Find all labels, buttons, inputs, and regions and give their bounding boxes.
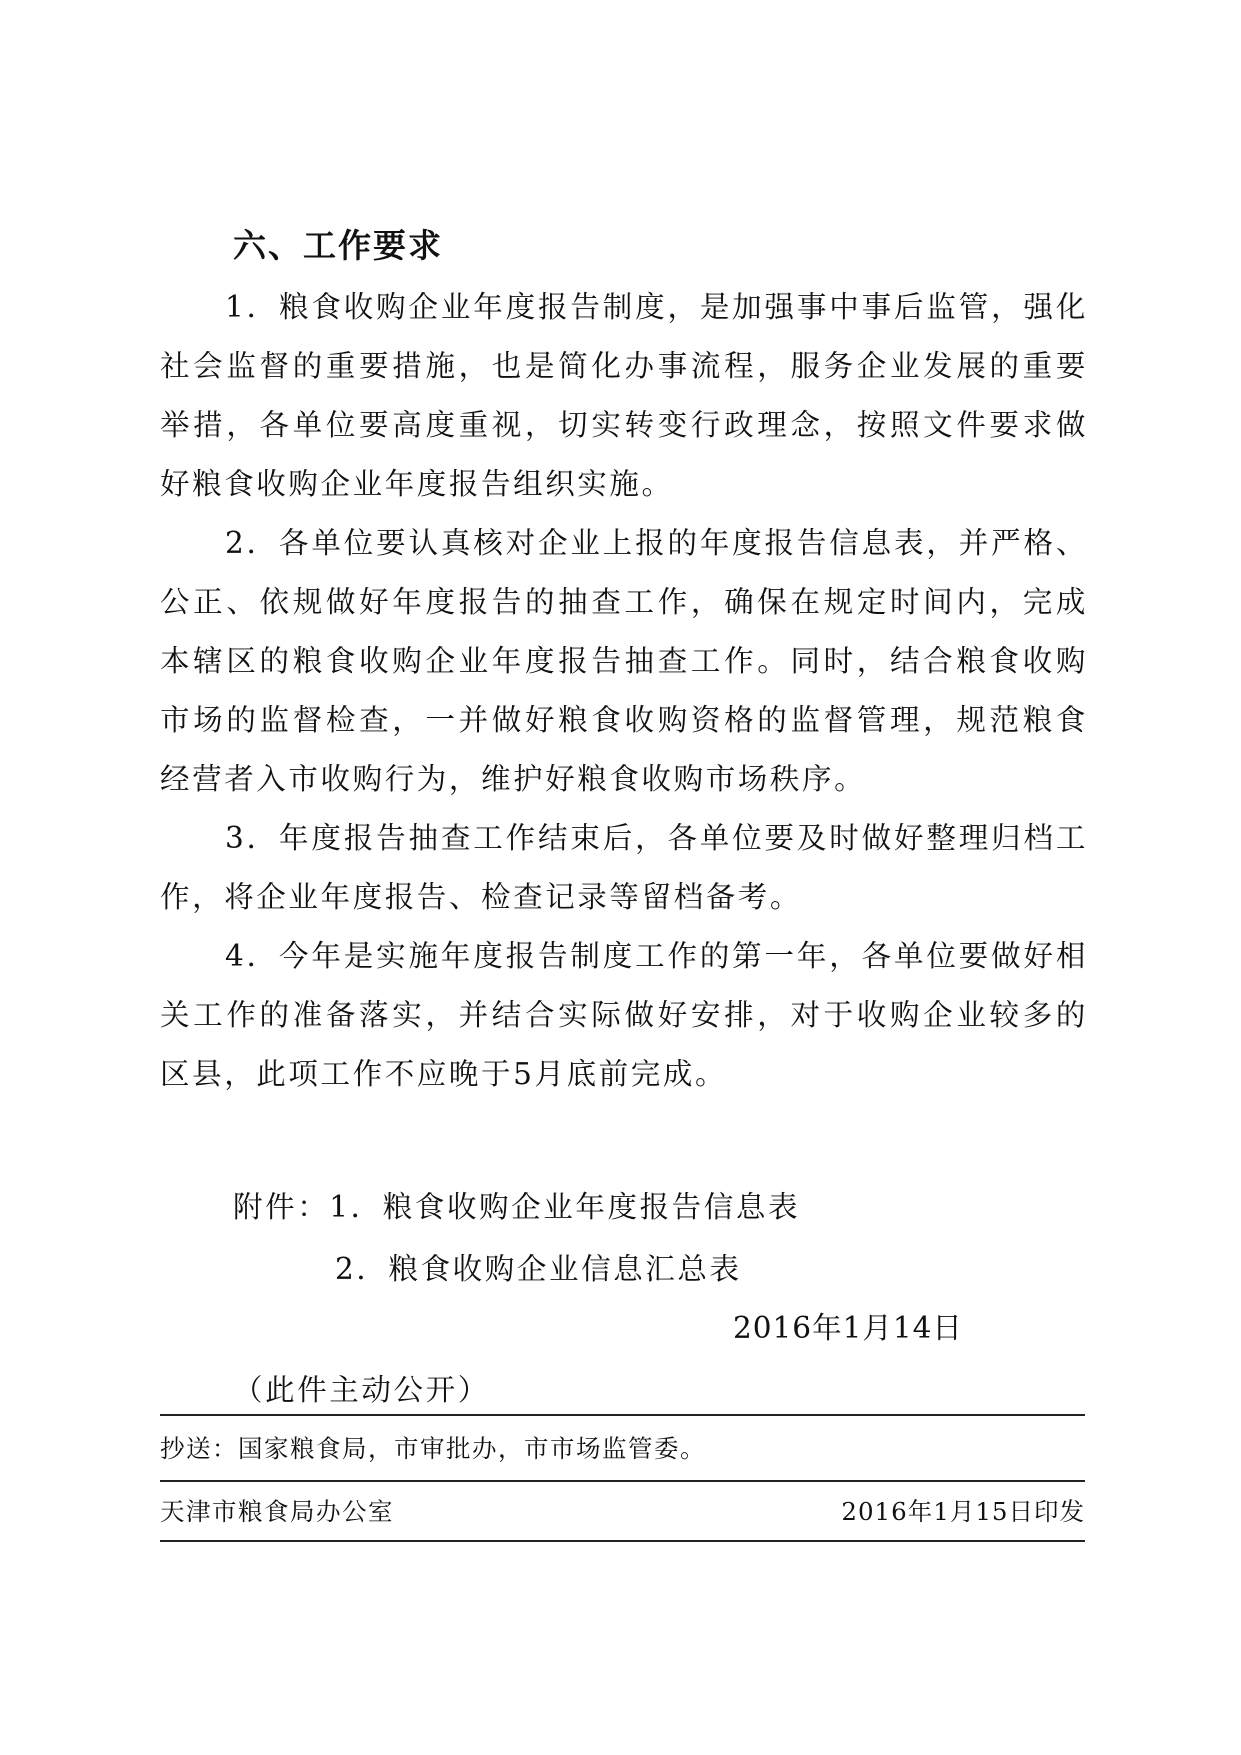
print-date: 2016年1月15日印发: [841, 1497, 1085, 1526]
requirements-body: [160, 278, 1088, 1104]
document-date: 2016年1月14日: [733, 1311, 963, 1345]
divider-bottom: [160, 1540, 1085, 1542]
paragraph-1: 1．粮食收购企业年度报告制度，是加强事中事后监管，强化社会监督的重要措施，也是简化办事流程，服务企业发展的重要举措，各单位要高度重视，切实转变行政理念，按照文件要求做好粮食收购企业年度报告组织实施。: [160, 290, 1088, 501]
attachment-line-2: 2．粮食收购企业信息汇总表: [335, 1252, 742, 1286]
attachment-line-1: 附件：1．粮食收购企业年度报告信息表: [233, 1190, 801, 1224]
paragraph-3: 3．年度报告抽查工作结束后，各单位要及时做好整理归档工作，将企业年度报告、检查记录等留档备考。: [160, 821, 1088, 914]
section-heading: 六、工作要求: [233, 226, 443, 265]
public-note: （此件主动公开）: [233, 1373, 490, 1407]
paragraph-2: 2．各单位要认真核对企业上报的年度报告信息表，并严格、公正、依规做好年度报告的抽查工作，确保在规定时间内，完成本辖区的粮食收购企业年度报告抽查工作。同时，结合粮食收购市场的监督检查，一并做好粮食收购资格的监督管理，规范粮食经营者入市收购行为，维护好粮食收购市场秩序。: [160, 526, 1088, 796]
divider-top: [160, 1414, 1085, 1416]
issuer: 天津市粮食局办公室: [160, 1497, 394, 1526]
cc-line: 抄送：国家粮食局，市审批办，市市场监管委。: [160, 1434, 706, 1463]
paragraph-4: 4．今年是实施年度报告制度工作的第一年，各单位要做好相关工作的准备落实，并结合实际做好安排，对于收购企业较多的区县，此项工作不应晚于5月底前完成。: [160, 939, 1088, 1091]
divider-middle: [160, 1480, 1085, 1482]
